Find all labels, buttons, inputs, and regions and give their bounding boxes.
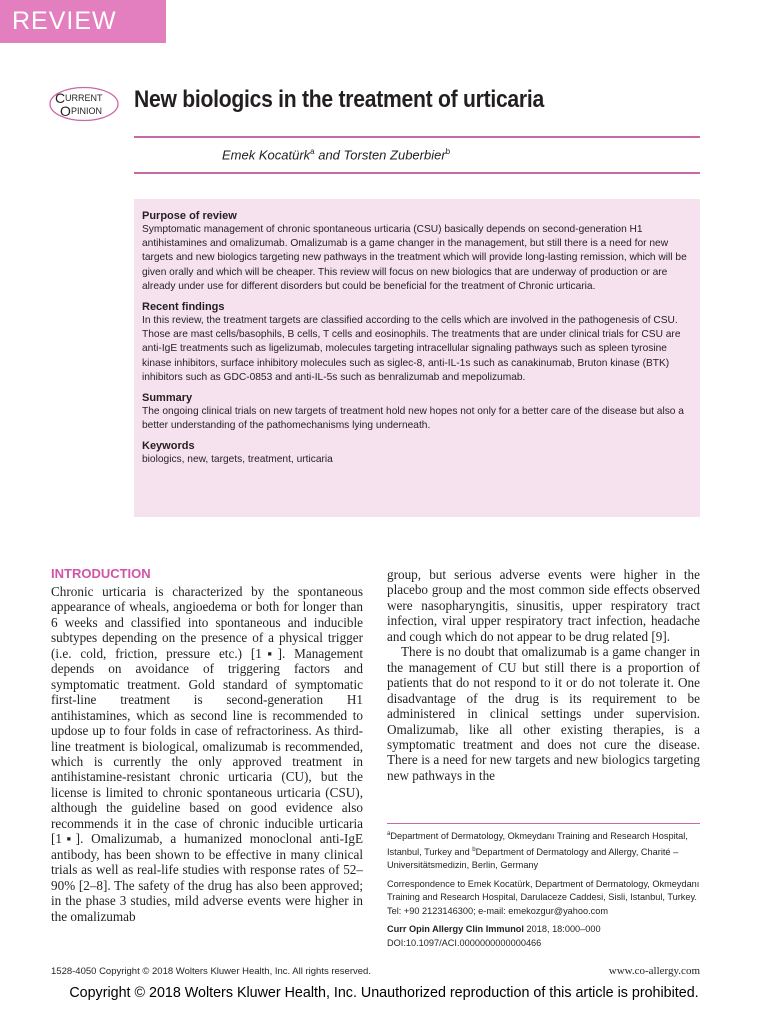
summary-heading: Summary xyxy=(142,392,193,405)
purpose-heading: Purpose of review xyxy=(142,210,237,222)
author-1: Emek Kocatürk xyxy=(222,147,311,163)
affiliations xyxy=(387,828,700,873)
logo-current: URRENT xyxy=(65,93,103,103)
logo-opinion: PINION xyxy=(71,106,103,116)
affiliation-b-marker: b xyxy=(472,846,476,853)
intro-paragraph-2: There is no doubt that omalizumab is a game changer in the management of CU but still there is a proportion of patients that do not respond to it or do not tolerate it. One disadvantage of the drug is its requirement to be administered in clinical settings under supervision. Omalizumab, like all other existing therapies, is a symptomatic treatment and does not cure the disease. There is a need for new targets and new biologics targeting new pathways in the xyxy=(387,644,700,783)
intro-paragraph-1: Chronic urticaria is characterized by the spontaneous appearance of wheals, angioedema or both for longer than 6 weeks and classified into spontaneous and inducible subtypes depending on the presence of a physical trigger (i.e. cold, friction, pressure etc.) [1▪]. Management depends on avoidance of triggering factors and symptomatic treatment. Gold standard of symptomatic first-line treatment is second-generation H1 antihistamines, which as second line is recommended to updose up to four folds in case of refractoriness. As third-line treatment is biological, omalizumab is recommended, which is currently the only approved treatment in antihistamine-resistant chronic urticaria (CU), but the license is limited to chronic spontaneous urticaria (CSU), although the guideline based on good evidence also recommends it in the case of chronic inducible urticaria [1▪]. Omalizumab, a humanized monoclonal anti-IgE antibody, has been shown to be effective in many clinical trials as well as real-life studies with response rates of 52–90% [2–8]. The safety of the drug has also been approved; in the phase 3 studies, mild adverse events were higher in the omalizumab xyxy=(51,584,363,924)
authors xyxy=(222,147,450,162)
affiliation-b: Department of Dermatology and Allergy, Charité – Universitätsmedizin, Berlin, Germany xyxy=(387,846,679,871)
current-opinion-logo-icon xyxy=(48,86,120,122)
copyright-notice: Copyright © 2018 Wolters Kluwer Health, Inc. Unauthorized reproduction of this article is prohibited. xyxy=(69,985,699,1001)
journal-citation xyxy=(387,923,700,937)
findings-heading: Recent findings xyxy=(142,301,225,314)
purpose-text: Symptomatic management of chronic spontaneous urticaria (CSU) basically depends on second-generation H1 antihistamines and omalizumab. Omalizumab is a game changer in the management, but still there is a need for new targets and new biologics targeting new pathways in the treatment which will provide long-lasting remission, which will be given orally and which will be cheaper. This review will focus on new biologics that are underway of production or are already under use for different disorders but could be beneficial for the treatment of Chronic urticaria. xyxy=(142,224,687,292)
authors-rule xyxy=(134,172,700,174)
logo-c: C xyxy=(55,90,66,106)
abstract-box xyxy=(134,199,700,517)
footer-url[interactable]: www.co-allergy.com xyxy=(608,965,700,977)
affiliation-a: Department of Dermatology, Okmeydanı Training and Research Hospital, Istanbul, Turkey and xyxy=(387,831,688,857)
findings-text: In this review, the treatment targets are classified according to the cells which are involved in the pathogenesis of CSU. Those are mast cells/basophils, B cells, T cells and eosinophils. The treatments that are under clinical trials for CSU are anti-IgE treatments such as ligelizumab, molecules targeting intracellular signaling pathways such as spleen tyrosine kinase inhibitors, surface inhibitory molecules such as siglec-8, anti-IL-1s such as canakinumab, Bruton kinase (BTK) inhibitors such as GDC-0853 and anti-IL-5s such as benralizumab and mepolizumab. xyxy=(142,315,681,383)
intro-paragraph-continued: group, but serious adverse events were higher in the placebo group and the most common side effects observed were nasopharyngitis, sinusitis, upper respiratory tract infection, viral upper respiratory tract infection, headache and cough which do not appear to be drug related [9]. xyxy=(387,567,700,644)
article-title: New biologics in the treatment of urticaria xyxy=(134,86,544,113)
correspondence: Correspondence to Emek Kocatürk, Department of Dermatology, Okmeydanı Training and Research Hospital, Darulaceze Caddesi, Sisli, Istanbul, Turkey. Tel: +90 2123146300; e-mail: emekozgur@yahoo.com xyxy=(387,878,700,916)
footnotes xyxy=(387,828,700,950)
logo-o: O xyxy=(60,103,71,119)
doi: DOI:10.1097/ACI.0000000000000466 xyxy=(387,937,542,948)
author-2-affiliation: b xyxy=(445,147,451,156)
author-1-affiliation: a xyxy=(310,147,315,156)
title-rule xyxy=(134,136,700,138)
keywords-text: biologics, new, targets, treatment, urticaria xyxy=(142,454,333,466)
keywords-heading: Keywords xyxy=(142,440,195,453)
body-column-right xyxy=(387,567,700,783)
body-column-left xyxy=(51,567,363,924)
journal-volume: 2018, 18:000–000 xyxy=(523,924,601,935)
footer-issn: 1528-4050 Copyright © 2018 Wolters Kluwer Health, Inc. All rights reserved. xyxy=(51,966,371,977)
summary-text: The ongoing clinical trials on new targets of treatment hold new hopes not only for a better care of the disease but also a better understanding of the pathomechanisms lying underneath. xyxy=(142,406,684,432)
footnote-rule xyxy=(387,823,700,824)
journal-name: Curr Opin Allergy Clin Immunol xyxy=(387,924,524,935)
introduction-heading: INTRODUCTION xyxy=(51,566,151,581)
affiliation-a-marker: a xyxy=(387,831,391,837)
section-tab: REVIEW xyxy=(0,0,166,43)
authors-and: and xyxy=(314,147,344,163)
author-2: Torsten Zuberbier xyxy=(343,147,446,163)
